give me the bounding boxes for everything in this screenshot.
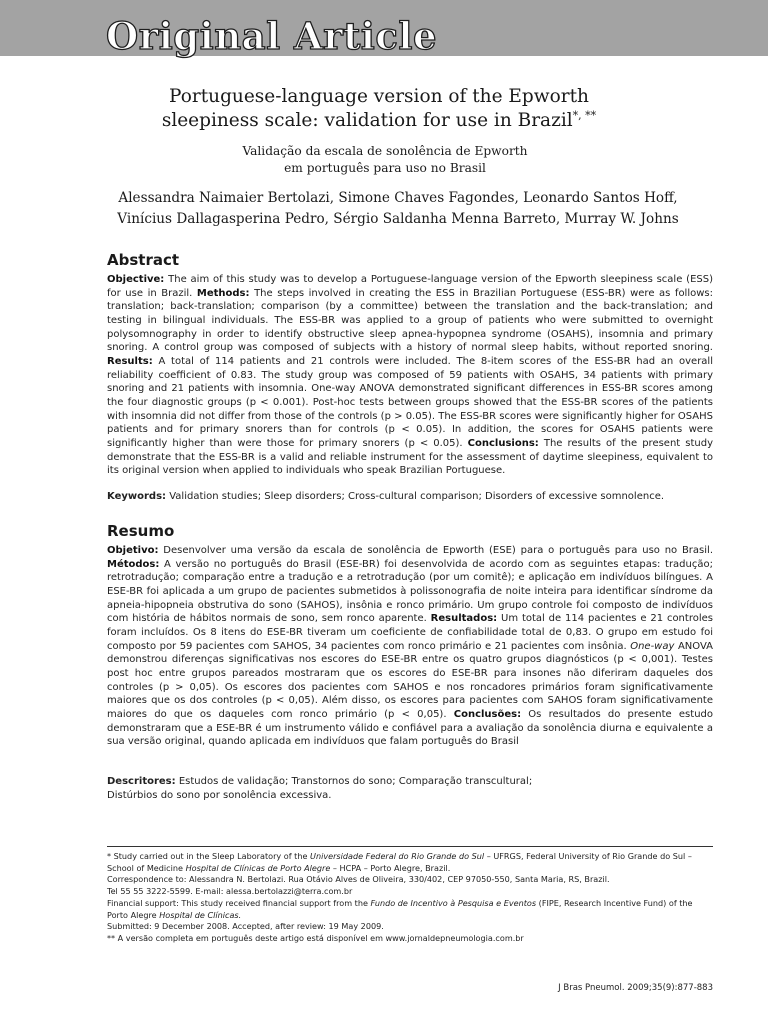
objective-label: Objective:: [107, 274, 165, 285]
footnote-study-pre: * Study carried out in the Sleep Laboratory of the: [107, 851, 308, 861]
conclusoes-text: Os resultados do presente estudo demonstraram que a ESE-BR é um instrumento válido e confiável para a avaliação da sonolência diurna e equivalente a sua versão original, quando aplicada em indivíduos que falam português do Brasil: [107, 708, 713, 748]
conclusions-text: The results of the present study demonstrate that the ESS-BR is a valid and reliable instrument for the assessment of daytime sleepiness, equivalent to its original version when applied to individuals who speak Brazilian Portuguese.: [107, 437, 713, 477]
methods-text: The steps involved in creating the ESS in Brazilian Portuguese (ESS-BR) were as follows: translation; back-translation; comparison (by a committee) between the translation and the back-translation; and testing in bilingual individuals. The ESS-BR was applied to a group of patients who were submitted to overnight polysomnography in order to identify obstructive sleep apnea-hypopnea syndrome (OSAHS), insomnia and primary snoring. A control group was composed of subjects with a history of normal sleep habits, without reported snoring.: [107, 287, 713, 354]
abstract-body: [107, 273, 713, 478]
resultados-italic: One-way: [630, 640, 675, 652]
footnote-contact: Tel 55 55 3222-5599. E-mail: alessa.bertolazzi@terra.com.br: [107, 886, 353, 897]
resumo-heading: Resumo: [107, 522, 175, 540]
descritores-label: Descritores:: [107, 776, 176, 787]
article-title: [140, 85, 618, 133]
article-title-line1: Portuguese-language version of the Epworth: [169, 86, 589, 107]
footnote-financial: [107, 898, 713, 921]
objetivo-label: Objetivo:: [107, 545, 159, 556]
article-title-line2: [140, 109, 618, 133]
resultados-label: Resultados:: [430, 613, 498, 625]
authors-line2: Vinícius Dallagasperina Pedro, Sérgio Saldanha Menna Barreto, Murray W. Johns: [117, 211, 679, 227]
keywords: [107, 490, 713, 504]
footnote-financial-fund: Fundo de Incentivo à Pesquisa e Eventos: [370, 897, 537, 908]
footnote-study-mid: – UFRGS, Federal University of Rio Grande do Sul – School of Medicine: [107, 851, 692, 873]
footnote-study-institution: Universidade Federal do Rio Grande do Sul: [310, 851, 485, 861]
subtitle-line2: em português para uso no Brasil: [284, 161, 486, 175]
footnote-submitted: Submitted: 9 December 2008. Accepted, after review: 19 May 2009.: [107, 921, 384, 932]
footnote-study-hospital: Hospital de Clínicas de Porto Alegre: [185, 862, 331, 873]
keywords-label: Keywords:: [107, 491, 167, 502]
objective-text: The aim of this study was to develop a Portuguese-language version of the Epworth sleepiness scale (ESS) for use in Brazil.: [107, 274, 713, 299]
descritores-line1: [107, 775, 713, 789]
footnote-study: [107, 851, 713, 874]
resultados-text-pre: Um total de 114 pacientes e 21 controles foram incluídos. Os 8 itens do ESE-BR tiveram um coeficiente de confiabilidade total de 0,83. O grupo em estudo foi composto por 59 pacientes com SAHOS, 34 pacientes com ronco primário e 21 pacientes com insônia.: [107, 613, 713, 652]
metodos-label: Métodos:: [107, 558, 160, 570]
abstract-heading: Abstract: [107, 251, 180, 269]
article-subtitle: [200, 143, 570, 177]
footnote-correspondence: Correspondence to: Alessandra N. Bertolazi. Rua Otávio Alves de Oliveira, 330/402, CEP 97050-550, Santa Maria, RS, Brazil.: [107, 874, 610, 885]
keywords-text: Validation studies; Sleep disorders; Cross-cultural comparison; Disorders of excessive somnolence.: [169, 491, 665, 502]
metodos-text: A versão no português do Brasil (ESE-BR) foi desenvolvida de acordo com as seguintes etapas: tradução; retrotradução; comparação entre a tradução e a retrotradução (por um comitê); e aplicação em indivíduos bilíngues. A ESE-BR foi aplicada a um grupo de pacientes submetidos à polissonografia de noite inteira para identificar síndrome da apneia-hipopneia obstrutiva do sono (SAHOS), insônia e ronco primário. Um grupo controle foi composto de indivíduos com história de hábitos normais de sono, sem ronco aparente.: [107, 558, 713, 625]
descritores: [107, 775, 713, 803]
results-text: A total of 114 patients and 21 controls were included. The 8-item scores of the ESS-BR had an overall reliability coefficient of 0.83. The study group was composed of 59 patients with OSAHS, 34 patients with primary snoring and 21 patients with insomnia. One-way ANOVA demonstrated significant differences in ESS-BR scores among the four diagnostic groups (p < 0.001). Post-hoc tests between groups showed that the ESS-BR scores of the patients with insomnia did not differ from those of the controls (p > 0.05). The ESS-BR scores were significantly higher for OSAHS patients and for primary snorers than for controls (p < 0.05). In addition, the scores for OSAHS patients were significantly higher than were those for primary snorers (p < 0.05).: [107, 355, 713, 449]
section-label: Original Article: [106, 14, 437, 58]
footnote-financial-hospital: Hospital de Clínicas.: [159, 909, 242, 920]
footnote-study-post: – HCPA – Porto Alegre, Brazil.: [332, 862, 451, 873]
results-label: Results:: [107, 355, 153, 367]
authors-line1: Alessandra Naimaier Bertolazi, Simone Chaves Fagondes, Leonardo Santos Hoff,: [118, 190, 678, 206]
descritores-line2: Distúrbios do sono por sonolência excessiva.: [107, 790, 332, 801]
footnote-financial-mid: (FIPE, Research Incentive Fund) of the Porto Alegre: [107, 897, 693, 920]
footnote-version: ** A versão completa em português deste artigo está disponível em www.jornaldepneumologia.com.br: [107, 932, 524, 943]
author-list: [96, 188, 700, 230]
objetivo-text: Desenvolver uma versão da escala de sonolência de Epworth (ESE) para o português para uso no Brasil.: [163, 545, 713, 556]
subtitle-line1: Validação da escala de sonolência de Epworth: [242, 144, 528, 158]
title-footnote-marks: *, **: [572, 109, 597, 122]
footnote-financial-pre: Financial support: This study received financial support from the: [107, 897, 368, 908]
conclusions-label: Conclusions:: [467, 437, 539, 449]
conclusoes-label: Conclusões:: [453, 708, 522, 720]
footnotes: [107, 851, 713, 945]
section-banner: [0, 0, 768, 56]
resultados-text-post: ANOVA demonstrou diferenças significativas nos escores do ESE-BR entre os quatro grupos diagnósticos (p < 0,001). Testes post hoc entre grupos pareados mostraram que os escores do ESE-BR para insones não diferiram daqueles dos controles (p > 0,05). Os escores dos pacientes com SAHOS e nos roncadores primários foram significativamente maiores que os dos controles (p < 0,05). Além disso, os escores para pacientes com SAHOS foram significativamente maiores do que os daqueles com ronco primário (p < 0,05).: [107, 640, 713, 720]
footnote-divider: [107, 846, 713, 847]
resumo-body: [107, 544, 713, 749]
article-title-line2-text: sleepiness scale: validation for use in Brazil: [161, 110, 573, 131]
descritores-text1: Estudos de validação; Transtornos do sono; Comparação transcultural;: [178, 776, 533, 787]
journal-citation: J Bras Pneumol. 2009;35(9):877-883: [558, 983, 713, 993]
methods-label: Methods:: [196, 287, 250, 299]
